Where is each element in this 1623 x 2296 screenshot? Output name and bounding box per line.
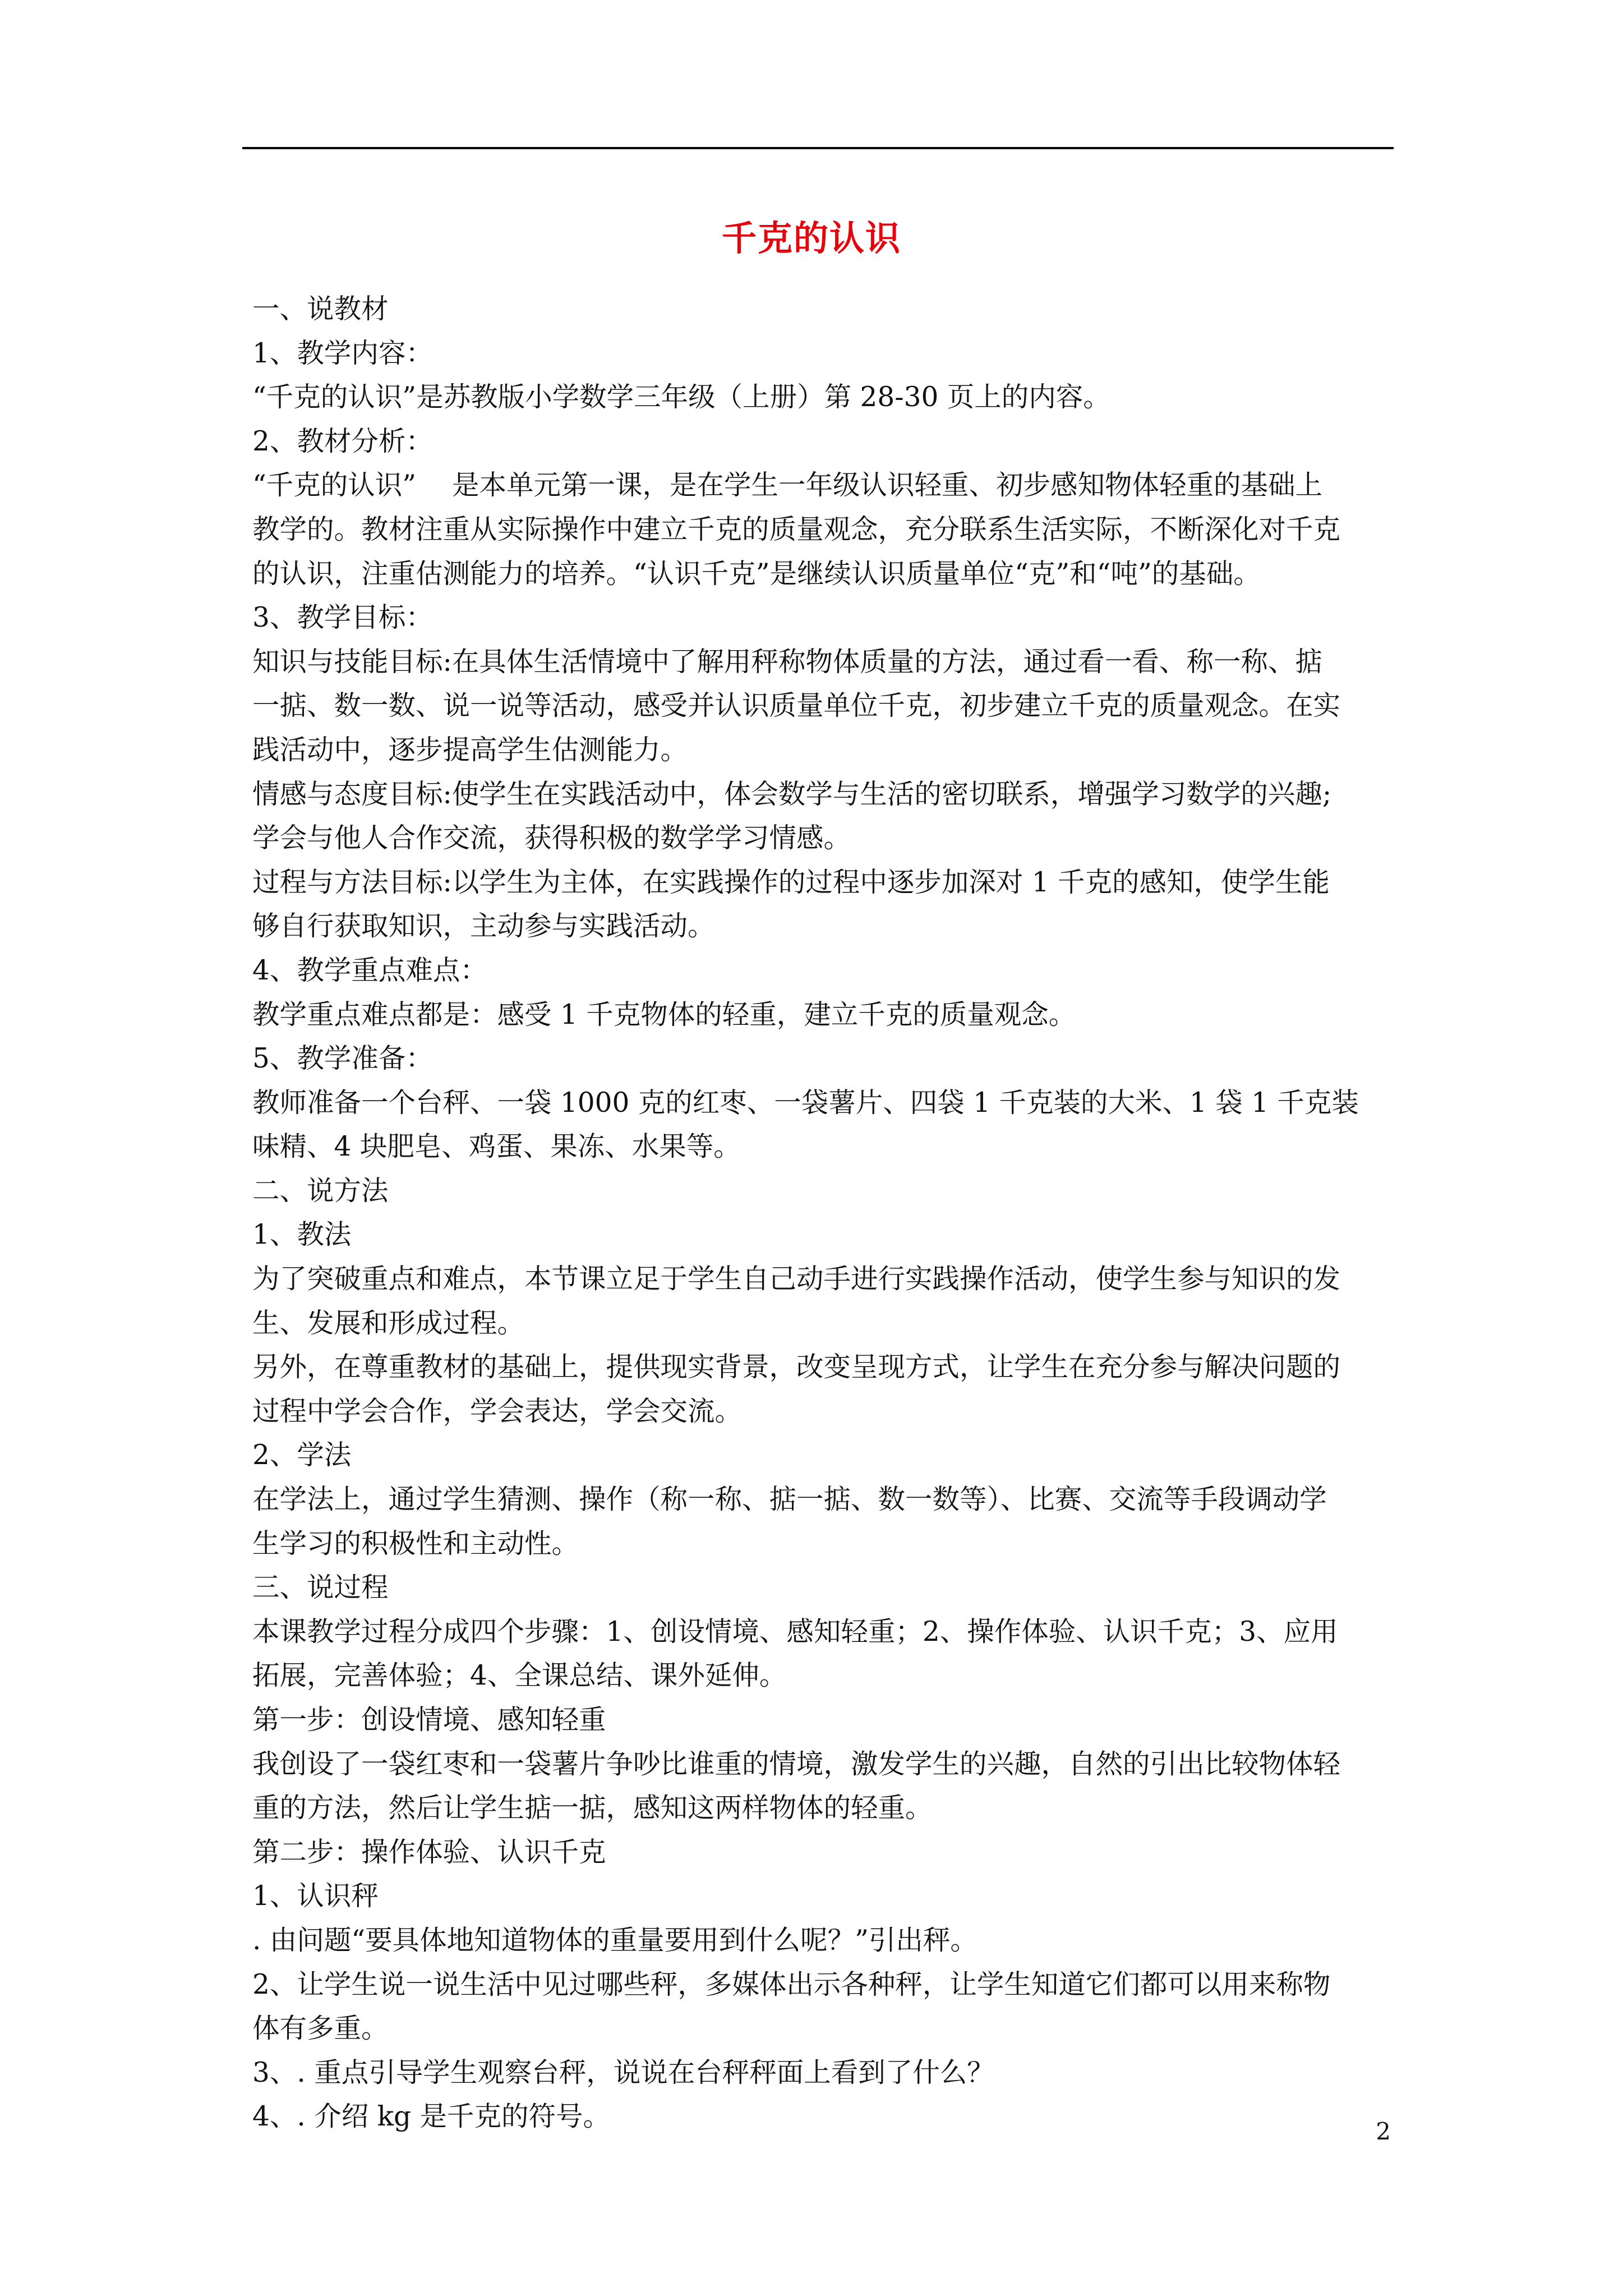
text-line: 践活动中，逐步提高学生估测能力。 — [252, 734, 688, 766]
text-line: 2、教材分析： — [252, 425, 433, 457]
text-line: 教学重点难点都是：感受 1 千克物体的轻重，建立千克的质量观念。 — [252, 999, 1076, 1030]
text-line: 一掂、数一数、说一说等活动，感受并认识质量单位千克，初步建立千克的质量观念。在实 — [252, 690, 1341, 722]
text-line: 教学的。教材注重从实际操作中建立千克的质量观念，充分联系生活实际，不断深化对千克 — [252, 513, 1341, 545]
header-rule — [242, 147, 1394, 149]
text-line: “千克的认识” 是本单元第一课，是在学生一年级认识轻重、初步感知物体轻重的基础上 — [252, 470, 1323, 501]
text-line: 重的方法，然后让学生掂一掂，感知这两样物体的轻重。 — [252, 1792, 933, 1824]
text-line: 教师准备一个台秤、一袋 1000 克的红枣、一袋薯片、四袋 1 千克装的大米、1 袋 1 千克装 — [252, 1087, 1359, 1119]
text-line: 知识与技能目标:在具体生活情境中了解用秤称物体质量的方法，通过看一看、称一称、掂 — [252, 646, 1322, 678]
text-line: 生、发展和形成过程。 — [252, 1307, 525, 1339]
text-line: 体有多重。 — [252, 2013, 389, 2045]
text-line: 3、教学目标： — [252, 602, 433, 634]
text-line: 为了突破重点和难点，本节课立足于学生自己动手进行实践操作活动，使学生参与知识的发 — [252, 1263, 1341, 1295]
text-line: 三、说过程 — [252, 1572, 389, 1604]
text-line: 1、教学内容： — [252, 337, 433, 369]
text-line: 4、教学重点难点： — [252, 954, 487, 986]
text-line: 本课教学过程分成四个步骤：1、创设情境、感知轻重；2、操作体验、认识千克；3、应用 — [252, 1616, 1338, 1648]
document-title: 千克的认识 — [721, 218, 901, 259]
text-line: 第二步：操作体验、认识千克 — [252, 1836, 606, 1868]
text-line: 的认识，注重估测能力的培养。“认识千克”是继续认识质量单位“克”和“吨”的基础。 — [252, 558, 1261, 590]
page-number: 2 — [1376, 2118, 1391, 2145]
text-line: 一、说教材 — [252, 293, 389, 325]
document-body — [252, 287, 1396, 2139]
text-line: 我创设了一袋红枣和一袋薯片争吵比谁重的情境，激发学生的兴趣，自然的引出比较物体轻 — [252, 1748, 1341, 1780]
text-line: “千克的认识”是苏教版小学数学三年级（上册）第 28-30 页上的内容。 — [252, 381, 1110, 413]
text-line: 过程中学会合作，学会表达，学会交流。 — [252, 1395, 743, 1427]
text-line: 1、教法 — [252, 1219, 352, 1251]
text-line: 情感与态度目标:使学生在实践活动中，体会数学与生活的密切联系，增强学习数学的兴趣; — [252, 778, 1332, 810]
text-line: 拓展，完善体验；4、全课总结、课外延伸。 — [252, 1660, 787, 1692]
text-line: 3、. 重点引导学生观察台秤，说说在台秤秤面上看到了什么？ — [252, 2056, 994, 2088]
text-line: 在学法上，通过学生猜测、操作（称一称、掂一掂、数一数等）、比赛、交流等手段调动学 — [252, 1484, 1327, 1516]
text-line: 第一步：创设情境、感知轻重 — [252, 1704, 606, 1736]
text-line: 学会与他人合作交流，获得积极的数学学习情感。 — [252, 822, 851, 854]
text-line: 4、. 介绍 kg 是千克的符号。 — [252, 2101, 610, 2133]
text-line: 生学习的积极性和主动性。 — [252, 1527, 579, 1559]
text-line: 够自行获取知识，主动参与实践活动。 — [252, 910, 715, 942]
text-line: 味精、4 块肥皂、鸡蛋、果冻、水果等。 — [252, 1131, 741, 1163]
text-line: 另外，在尊重教材的基础上，提供现实背景，改变呈现方式，让学生在充分参与解决问题的 — [252, 1351, 1341, 1383]
text-line: 2、学法 — [252, 1439, 352, 1471]
text-line: 5、教学准备： — [252, 1043, 433, 1075]
text-line: . 由问题“要具体地知道物体的重量要用到什么呢？”引出秤。 — [252, 1924, 978, 1956]
text-line: 2、让学生说一说生活中见过哪些秤，多媒体出示各种秤，让学生知道它们都可以用来称物 — [252, 1968, 1331, 2000]
text-line: 1、认识秤 — [252, 1880, 379, 1912]
text-line: 二、说方法 — [252, 1175, 389, 1207]
text-line: 过程与方法目标:以学生为主体，在实践操作的过程中逐步加深对 1 千克的感知，使学生能 — [252, 866, 1330, 898]
